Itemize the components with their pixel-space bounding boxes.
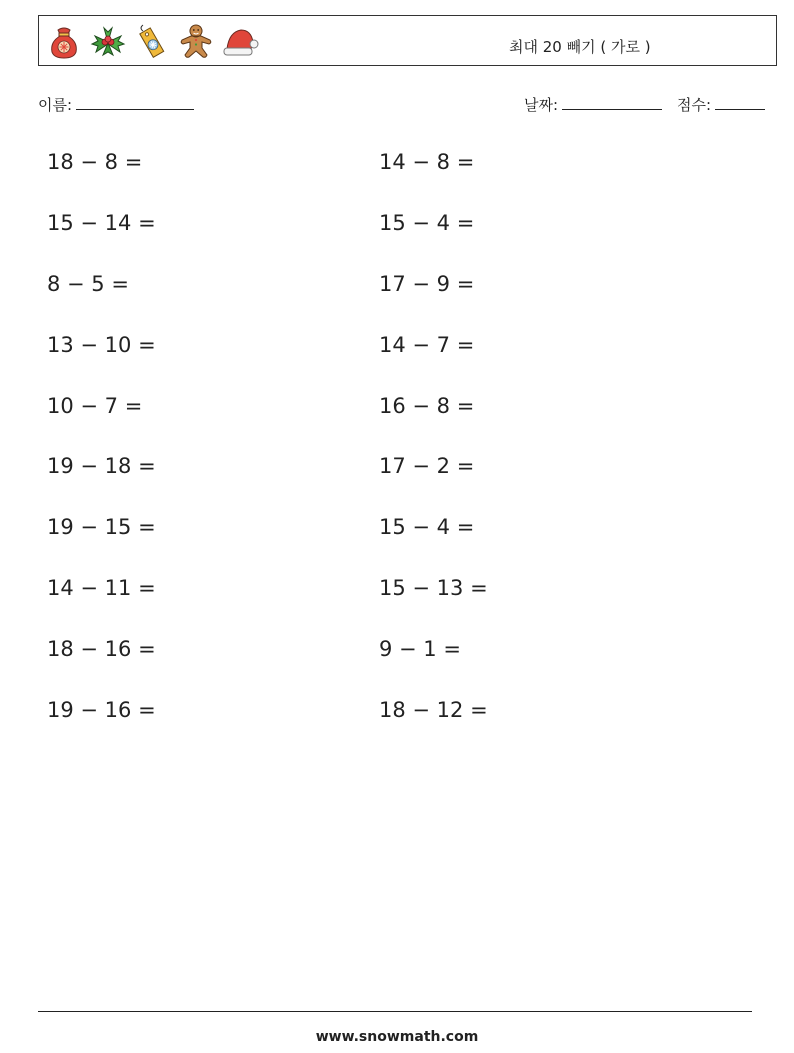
problem-right-3: 17 − 9 =: [379, 272, 475, 296]
problem-left-10: 19 − 16 =: [47, 698, 156, 722]
problem-left-7: 19 − 15 =: [47, 515, 156, 539]
problem-right-1: 14 − 8 =: [379, 150, 475, 174]
name-blank[interactable]: [76, 93, 194, 110]
problem-right-2: 15 − 4 =: [379, 211, 475, 235]
decoration-icons: [45, 22, 259, 60]
problem-left-2: 15 − 14 =: [47, 211, 156, 235]
gingerbread-man-icon: [177, 22, 215, 60]
problem-right-6: 17 − 2 =: [379, 454, 475, 478]
problem-right-4: 14 − 7 =: [379, 333, 475, 357]
gift-tag-icon: [133, 22, 171, 60]
problem-left-5: 10 − 7 =: [47, 394, 143, 418]
holly-icon: [89, 22, 127, 60]
worksheet-header: [38, 15, 777, 66]
problem-left-9: 18 − 16 =: [47, 637, 156, 661]
santa-hat-icon: [221, 22, 259, 60]
name-label: 이름:: [38, 96, 73, 114]
footer-divider: [38, 1011, 752, 1012]
footer-url[interactable]: www.snowmath.com: [315, 1029, 479, 1045]
problem-left-8: 14 − 11 =: [47, 576, 156, 600]
problem-left-4: 13 − 10 =: [47, 333, 156, 357]
problem-right-7: 15 − 4 =: [379, 515, 475, 539]
score-field: [677, 93, 765, 115]
date-blank[interactable]: [562, 93, 662, 110]
problem-left-3: 8 − 5 =: [47, 272, 129, 296]
gift-sack-icon: [45, 22, 83, 60]
problem-right-5: 16 − 8 =: [379, 394, 475, 418]
problem-right-9: 9 − 1 =: [379, 637, 461, 661]
worksheet-title: 최대 20 빼기 ( 가로 ): [509, 38, 651, 56]
score-label: 점수:: [677, 96, 712, 114]
name-field: [38, 93, 194, 115]
problem-right-8: 15 − 13 =: [379, 576, 488, 600]
problem-left-1: 18 − 8 =: [47, 150, 143, 174]
date-label: 날짜:: [524, 96, 559, 114]
problem-left-6: 19 − 18 =: [47, 454, 156, 478]
date-field: [524, 93, 662, 115]
score-blank[interactable]: [715, 93, 765, 110]
problem-right-10: 18 − 12 =: [379, 698, 488, 722]
